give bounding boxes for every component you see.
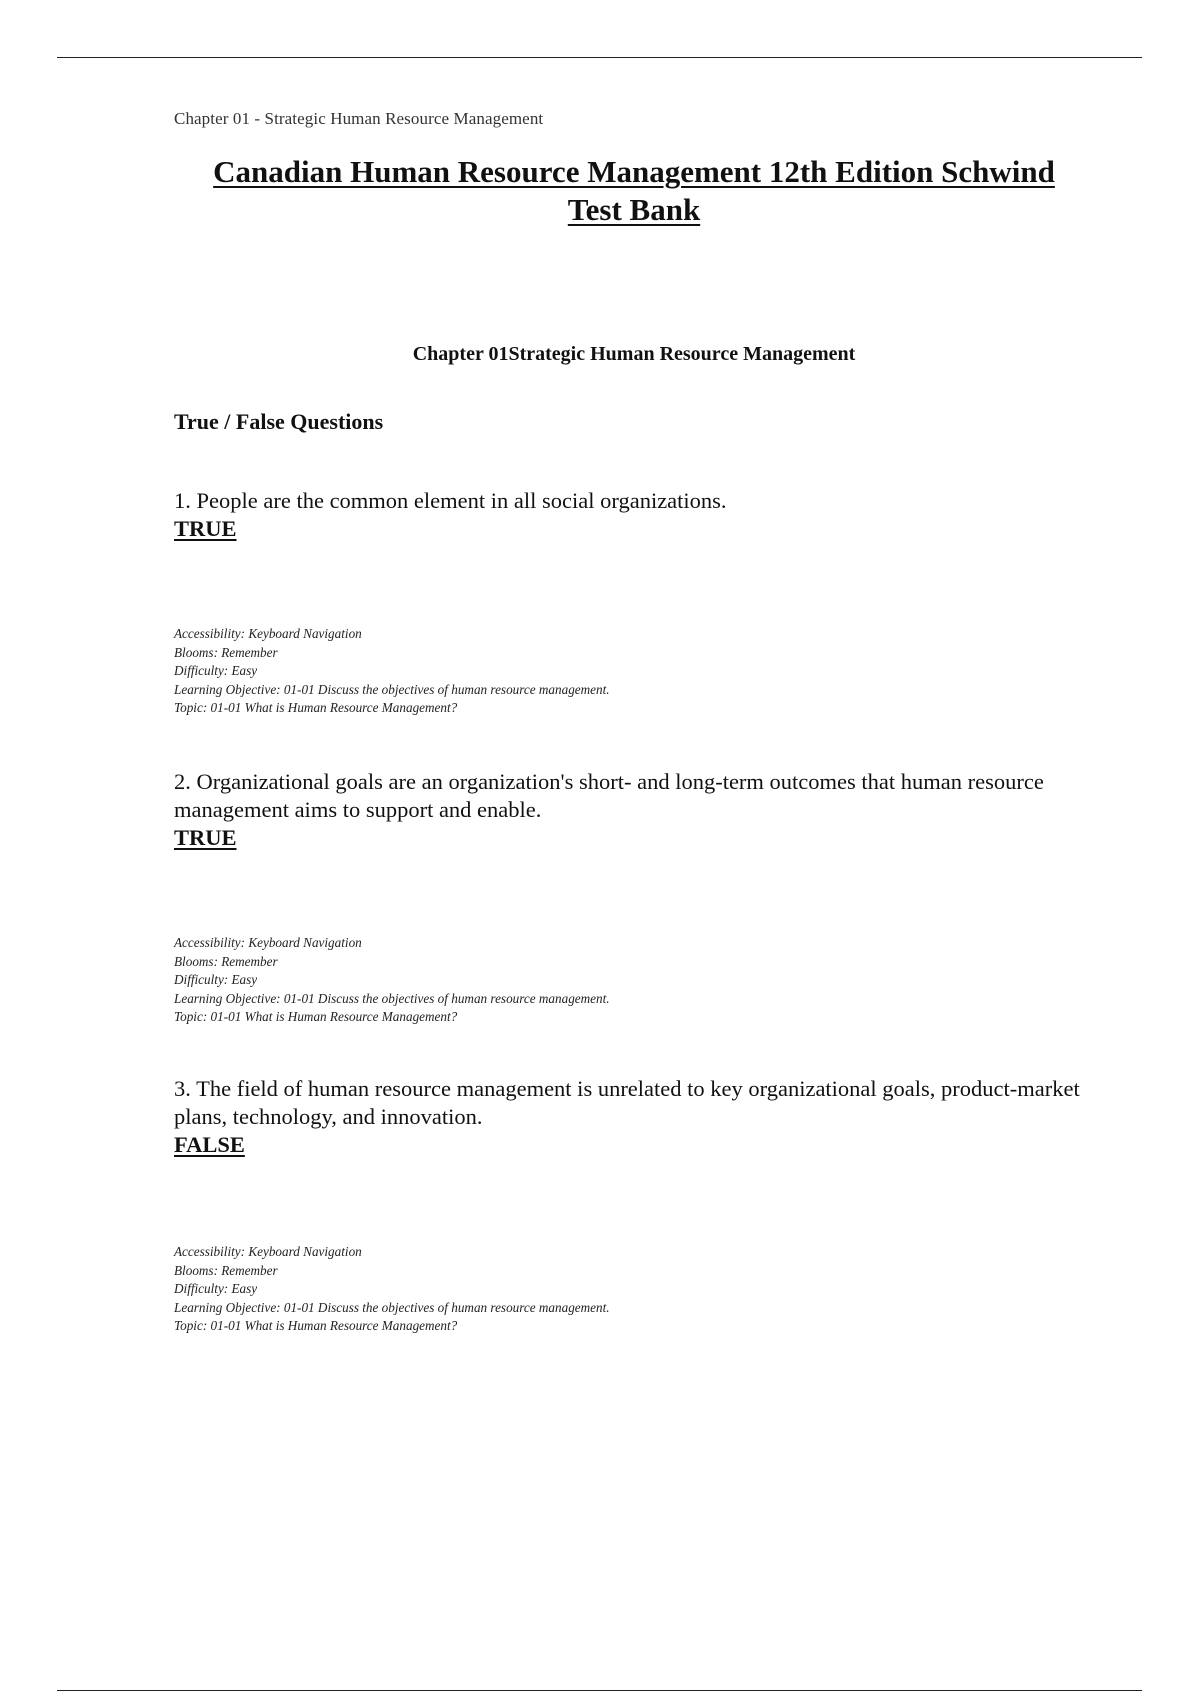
meta-blooms: Blooms: Remember — [174, 1262, 278, 1278]
meta-learning-objective: Learning Objective: 01-01 Discuss the objectives of human resource management. — [174, 1299, 610, 1315]
running-header: Chapter 01 - Strategic Human Resource Management — [174, 109, 544, 128]
meta-accessibility: Accessibility: Keyboard Navigation — [174, 935, 362, 950]
meta-learning-objective: Learning Objective: 01-01 Discuss the objectives of human resource management. — [174, 990, 610, 1006]
question-text: 3. The field of human resource management is unrelated to key organizational goals, product-market plans, technology, and innovation. — [174, 1076, 1080, 1129]
question-3 — [174, 1075, 1094, 1159]
document-title — [174, 153, 1094, 229]
question-1 — [174, 487, 1094, 543]
question-2-metadata — [174, 934, 610, 1027]
meta-blooms: Blooms: Remember — [174, 953, 278, 969]
question-2 — [174, 768, 1094, 852]
meta-difficulty: Difficulty: Easy — [174, 1281, 258, 1296]
meta-difficulty: Difficulty: Easy — [174, 972, 258, 987]
document-title-line-1: Canadian Human Resource Management 12th Edition Schwind — [213, 154, 1055, 189]
meta-topic: Topic: 01-01 What is Human Resource Management? — [174, 1009, 458, 1024]
meta-accessibility: Accessibility: Keyboard Navigation — [174, 1244, 362, 1259]
meta-learning-objective: Learning Objective: 01-01 Discuss the objectives of human resource management. — [174, 681, 610, 697]
top-rule — [57, 57, 1142, 58]
question-text: 1. People are the common element in all social organizations. — [174, 488, 727, 513]
question-1-metadata — [174, 625, 610, 718]
bottom-rule — [57, 1690, 1142, 1691]
document-title-line-2: Test Bank — [567, 192, 701, 227]
meta-topic: Topic: 01-01 What is Human Resource Management? — [174, 1318, 458, 1333]
question-3-metadata — [174, 1243, 610, 1336]
question-answer: TRUE — [174, 825, 237, 850]
question-text: 2. Organizational goals are an organization's short- and long-term outcomes that human resource management aims to support and enable. — [174, 769, 1044, 822]
meta-accessibility: Accessibility: Keyboard Navigation — [174, 626, 362, 641]
meta-difficulty: Difficulty: Easy — [174, 663, 258, 678]
section-heading: True / False Questions — [174, 409, 384, 434]
question-answer: FALSE — [174, 1132, 245, 1157]
meta-blooms: Blooms: Remember — [174, 644, 278, 660]
question-answer: TRUE — [174, 516, 237, 541]
meta-topic: Topic: 01-01 What is Human Resource Management? — [174, 700, 458, 715]
chapter-heading: Chapter 01Strategic Human Resource Management — [412, 343, 856, 365]
